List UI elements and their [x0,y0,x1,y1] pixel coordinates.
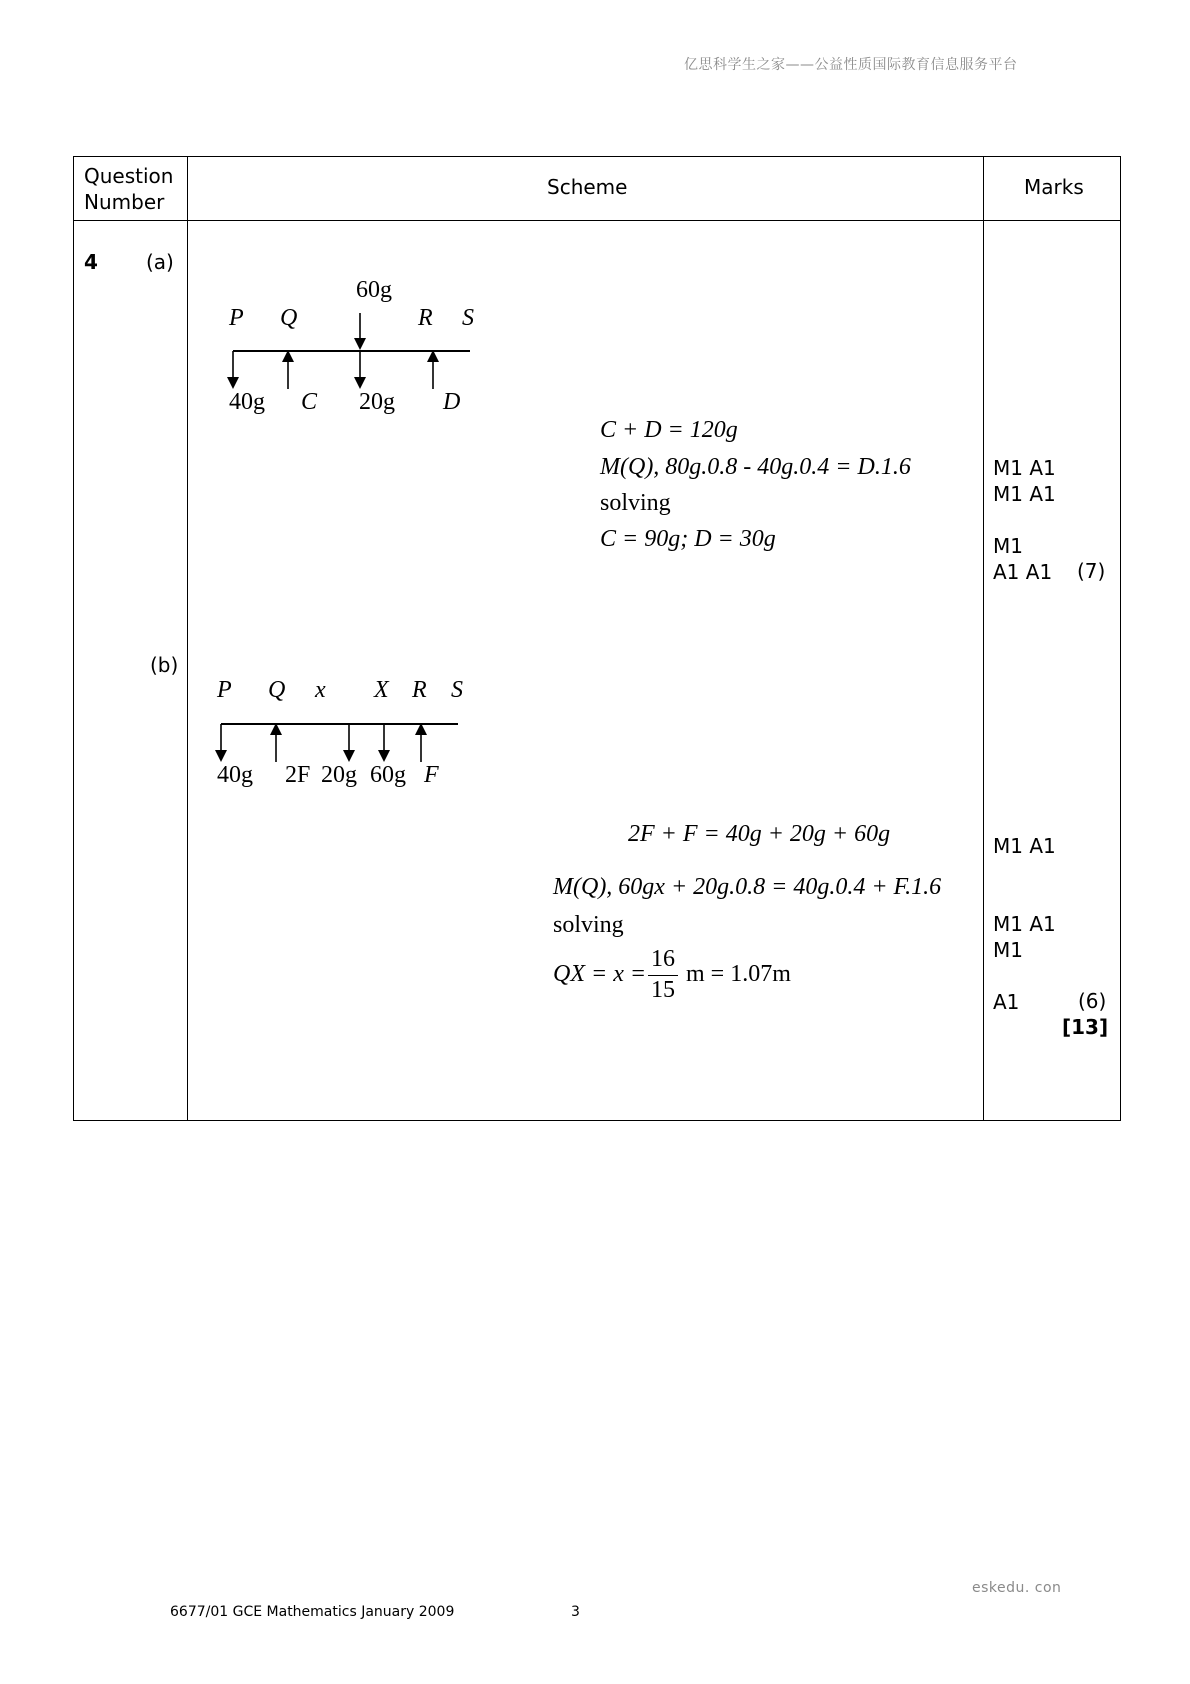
page-number: 3 [571,1604,580,1620]
footer-code: 6677/01 GCE Mathematics January 2009 [170,1604,455,1620]
diagram-b-point-q: Q [268,677,286,703]
scheme-b-fraction-denominator: 15 [651,977,675,1003]
marks-b-group [993,911,1056,1015]
marks-b-1: M1 A1 [993,834,1056,858]
question-total: [13] [1062,1015,1109,1039]
header-question-line1: Question [84,164,174,188]
scheme-b-line4-suffix: m = 1.07m [686,961,791,987]
diagram-b-label-40g: 40g [217,762,253,788]
scheme-b-line1: 2F + F = 40g + 20g + 60g [628,821,891,847]
marks-b-3: M1 [993,938,1023,962]
marks-a-1: M1 A1 [993,456,1056,480]
diagram-a-label-20g: 20g [359,389,395,415]
marks-b-4: A1 [993,990,1020,1014]
diagram-b-label-f: F [424,762,439,788]
diagram-a-point-r: R [418,305,433,331]
scheme-a-line3: solving [600,490,671,516]
header-question-line2: Number [84,190,165,214]
scheme-b-line4-prefix: QX = x = [553,961,647,987]
watermark-top: 亿思科学生之家——公益性质国际教育信息服务平台 [684,57,1018,73]
marks-b-2: M1 A1 [993,912,1056,936]
scheme-a-line4: C = 90g; D = 30g [600,526,776,552]
diagram-b-point-s: S [451,677,463,703]
part-b-label: (b) [150,653,179,677]
scheme-a-line1: C + D = 120g [600,417,738,443]
question-number: 4 [84,250,98,274]
diagram-b-label-60g: 60g [370,762,406,788]
marks-b-total: (6) [1078,989,1107,1013]
scheme-b-line3: solving [553,912,624,938]
marks-a [993,455,1056,585]
diagram-b-point-x: X [374,677,389,703]
scheme-b-fraction-numerator: 16 [651,946,675,972]
scheme-a-line2: M(Q), 80g.0.8 - 40g.0.4 = D.1.6 [600,454,911,480]
marks-a-total: (7) [1077,559,1106,583]
header-marks: Marks [1024,175,1084,199]
diagram-a-label-d: D [443,389,461,415]
diagram-a-top-force: 60g [356,277,392,303]
diagram-a-point-q: Q [280,305,298,331]
diagram-a-label-c: C [301,389,318,415]
diagram-a-point-p: P [229,305,244,331]
part-a-label: (a) [146,250,174,274]
scheme-b-fraction-bar [648,975,678,976]
marks-a-4: A1 A1 [993,560,1053,584]
scheme-b-line2: M(Q), 60gx + 20g.0.8 = 40g.0.4 + F.1.6 [553,874,942,900]
diagram-a-point-s: S [462,305,474,331]
marks-a-2: M1 A1 [993,482,1056,506]
diagram-b-label-20g: 20g [321,762,357,788]
header-scheme: Scheme [547,175,628,199]
diagram-b-point-p: P [217,677,232,703]
diagram-b-label-2f: 2F [285,762,311,788]
diagram-a-label-40g: 40g [229,389,265,415]
diagram-b-point-r: R [412,677,427,703]
marks-a-3: M1 [993,534,1023,558]
watermark-bottom: eskedu. con [972,1580,1062,1596]
diagram-b-point-x-small: x [315,677,326,703]
